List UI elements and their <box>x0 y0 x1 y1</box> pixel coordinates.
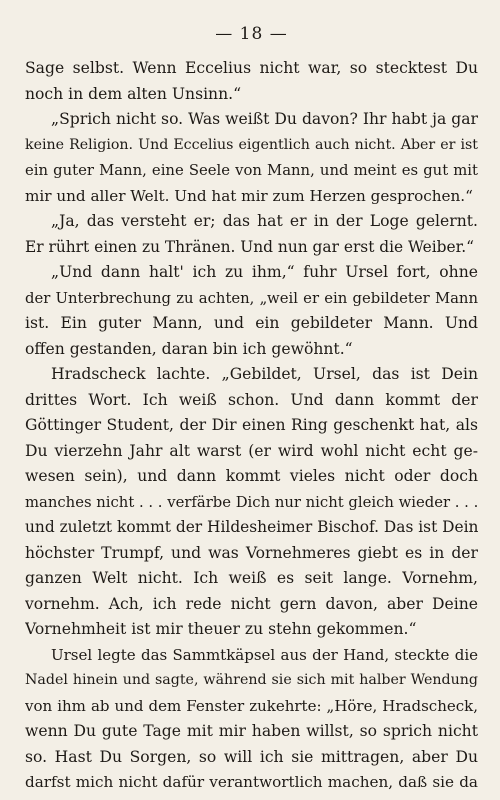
text-line: „Sprich nicht so. Was weißt Du davon? Ihr habt ja gar <box>51 110 478 128</box>
text-line: Vornehmheit ist mir theuer zu stehn gekommen.“ <box>25 620 417 638</box>
text-line: mir und aller Welt. Und hat mir zum Herzen gesprochen.“ <box>25 186 473 205</box>
text-line: ganzen Welt nicht. Ich weiß es seit lange. Vornehm, <box>25 569 478 587</box>
text-line: manches nicht . . . verfärbe Dich nur nicht gleich wieder . . . <box>25 493 478 511</box>
text-line: und zuletzt kommt der Hildesheimer Bischof. Das ist Dein <box>25 518 478 536</box>
text-line: Er rührt einen zu Thränen. Und nun gar erst die Weiber.“ <box>25 237 475 256</box>
text-line: ist. Ein guter Mann, und ein gebildeter Mann. Und <box>25 314 478 332</box>
text-line: ein guter Mann, eine Seele von Mann, und meint es gut mit <box>25 162 478 179</box>
text-line: drittes Wort. Ich weiß schon. Und dann kommt der <box>25 390 478 409</box>
text-line: der Unterbrechung zu achten, „weil er ein gebildeter Mann <box>25 289 478 307</box>
text-line: Ursel legte das Sammtkäpsel aus der Hand, steckte die <box>51 645 478 664</box>
text-line: von ihm ab und dem Fenster zukehrte: „Höre, Hradscheck, <box>25 696 478 715</box>
text-line: wesen sein), und dann kommt vieles nicht oder doch <box>25 467 478 485</box>
text-line: Hradscheck lachte. „Gebildet, Ursel, das ist Dein <box>51 365 478 383</box>
text-line: offen gestanden, daran bin ich gewöhnt.“ <box>25 339 353 358</box>
text-line: darfst mich nicht dafür verantwortlich machen, daß sie da <box>25 773 478 791</box>
text-line: „Und dann halt' ich zu ihm,“ fuhr Ursel fort, ohne <box>51 263 478 281</box>
text-line: Göttinger Student, der Dir einen Ring geschenkt hat, als <box>25 416 478 434</box>
text-line: vornehm. Ach, ich rede nicht gern davon, aber Deine <box>25 594 478 613</box>
text-line: so. Hast Du Sorgen, so will ich sie mittragen, aber Du <box>25 747 478 766</box>
text-line: Sage selbst. Wenn Eccelius nicht war, so stecktest Du <box>25 59 478 77</box>
page-number: — 18 — <box>215 24 288 44</box>
text-line: Du vierzehn Jahr alt warst (er wird wohl nicht echt ge- <box>25 441 478 460</box>
text-line: noch in dem alten Unsinn.“ <box>25 84 242 103</box>
text-line: keine Religion. Und Eccelius eigentlich auch nicht. Aber er ist <box>25 136 478 153</box>
text-line: „Ja, das versteht er; das hat er in der Loge gelernt. <box>51 212 478 230</box>
text-line: wenn Du gute Tage mit mir haben willst, so sprich nicht <box>25 722 478 740</box>
text-line: Nadel hinein und sagte, während sie sich mit halber Wendung <box>25 672 478 688</box>
body-text <box>25 56 478 796</box>
text-line: höchster Trumpf, und was Vornehmeres giebt es in der <box>25 543 478 562</box>
